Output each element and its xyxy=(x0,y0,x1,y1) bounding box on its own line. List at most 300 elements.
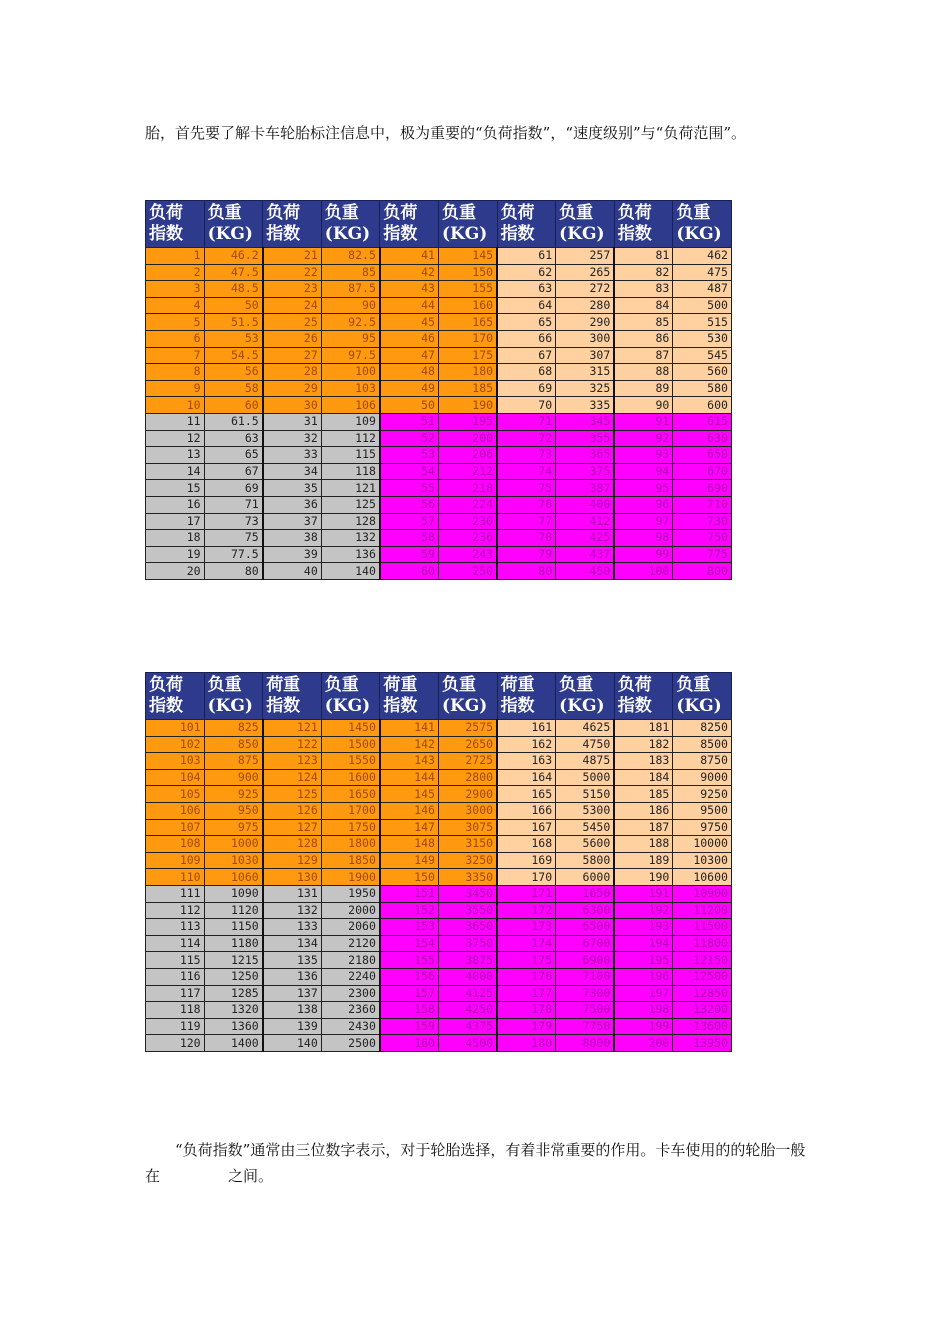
load-index-cell: 177 xyxy=(497,985,556,1002)
load-kg-cell: 630 xyxy=(673,430,732,447)
load-kg-cell: 200 xyxy=(438,430,497,447)
load-kg-cell: 487 xyxy=(673,281,732,298)
header-line-2: (KG) xyxy=(559,696,605,716)
load-index-cell: 12 xyxy=(146,430,205,447)
load-kg-cell: 3150 xyxy=(438,836,497,853)
load-index-cell: 21 xyxy=(263,248,322,265)
table-row xyxy=(146,753,732,770)
load-index-cell: 48 xyxy=(380,364,439,381)
table-row xyxy=(146,430,732,447)
load-kg-cell: 3250 xyxy=(438,852,497,869)
table-row xyxy=(146,852,732,869)
load-index-cell: 128 xyxy=(263,836,322,853)
load-index-cell: 132 xyxy=(263,902,322,919)
load-kg-cell: 530 xyxy=(673,330,732,347)
load-index-cell: 88 xyxy=(614,364,673,381)
load-kg-cell: 1650 xyxy=(556,885,615,902)
load-index-cell: 94 xyxy=(614,463,673,480)
load-kg-cell: 1650 xyxy=(321,786,380,803)
load-index-cell: 69 xyxy=(497,380,556,397)
load-kg-cell: 290 xyxy=(556,314,615,331)
load-kg-cell: 4625 xyxy=(556,720,615,737)
header-line-1: 负重 xyxy=(324,675,359,695)
load-kg-cell: 224 xyxy=(438,496,497,513)
load-index-cell: 2 xyxy=(146,264,205,281)
table-row xyxy=(146,546,732,563)
header-index-cell xyxy=(146,673,205,720)
load-kg-cell: 2300 xyxy=(321,985,380,1002)
load-kg-cell: 2650 xyxy=(438,736,497,753)
load-index-cell: 92 xyxy=(614,430,673,447)
load-index-cell: 83 xyxy=(614,281,673,298)
load-index-cell: 166 xyxy=(497,802,556,819)
table-row xyxy=(146,281,732,298)
load-kg-cell: 206 xyxy=(438,447,497,464)
load-kg-cell: 145 xyxy=(438,248,497,265)
load-index-cell: 95 xyxy=(614,480,673,497)
header-line-1: 负荷 xyxy=(149,203,183,223)
load-kg-cell: 437 xyxy=(556,546,615,563)
table-row xyxy=(146,1002,732,1019)
load-index-cell: 195 xyxy=(614,952,673,969)
load-index-cell: 141 xyxy=(380,720,439,737)
load-index-cell: 118 xyxy=(146,1002,205,1019)
header-line-2: 指数 xyxy=(617,224,652,244)
load-kg-cell: 515 xyxy=(673,314,732,331)
load-index-cell: 62 xyxy=(497,264,556,281)
load-index-cell: 36 xyxy=(263,496,322,513)
load-index-cell: 40 xyxy=(263,563,322,580)
table-header-row xyxy=(146,673,732,720)
load-kg-cell: 175 xyxy=(438,347,497,364)
load-kg-cell: 165 xyxy=(438,314,497,331)
header-line-1: 负荷 xyxy=(266,203,301,223)
table-row xyxy=(146,530,732,547)
load-kg-cell: 10000 xyxy=(673,836,732,853)
header-index-cell xyxy=(146,201,205,248)
load-kg-cell: 112 xyxy=(321,430,380,447)
load-index-cell: 165 xyxy=(497,786,556,803)
load-kg-cell: 11500 xyxy=(673,919,732,936)
load-kg-cell: 3450 xyxy=(438,885,497,902)
load-kg-cell: 3000 xyxy=(438,802,497,819)
load-kg-cell: 73 xyxy=(204,513,263,530)
load-index-cell: 110 xyxy=(146,869,205,886)
load-index-cell: 148 xyxy=(380,836,439,853)
load-kg-cell: 180 xyxy=(438,364,497,381)
load-kg-cell: 750 xyxy=(673,530,732,547)
header-line-2: 指数 xyxy=(500,696,535,716)
load-kg-cell: 106 xyxy=(321,397,380,414)
load-kg-cell: 155 xyxy=(438,281,497,298)
load-index-cell: 22 xyxy=(263,264,322,281)
load-kg-cell: 47.5 xyxy=(204,264,263,281)
load-kg-cell: 128 xyxy=(321,513,380,530)
load-index-cell: 41 xyxy=(380,248,439,265)
header-line-1: 负重 xyxy=(207,675,242,695)
load-index-cell: 134 xyxy=(263,935,322,952)
load-index-cell: 197 xyxy=(614,985,673,1002)
load-index-cell: 117 xyxy=(146,985,205,1002)
load-kg-cell: 7500 xyxy=(556,1002,615,1019)
load-index-cell: 137 xyxy=(263,985,322,1002)
table-row xyxy=(146,935,732,952)
load-kg-cell: 3075 xyxy=(438,819,497,836)
load-index-cell: 160 xyxy=(380,1035,439,1052)
header-line-1: 负荷 xyxy=(500,203,535,223)
header-index-cell xyxy=(263,673,322,720)
load-index-cell: 11 xyxy=(146,413,205,430)
header-index-cell xyxy=(614,201,673,248)
load-kg-cell: 160 xyxy=(438,297,497,314)
load-kg-cell: 615 xyxy=(673,413,732,430)
load-kg-cell: 77.5 xyxy=(204,546,263,563)
load-kg-cell: 5450 xyxy=(556,819,615,836)
intro-text: 胎，首先要了解卡车轮胎标注信息中，极为重要的“负荷指数”，“速度级别”与“负荷范围”。 xyxy=(145,124,747,142)
header-line-1: 负重 xyxy=(324,203,359,223)
load-index-cell: 184 xyxy=(614,769,673,786)
load-index-cell: 199 xyxy=(614,1018,673,1035)
load-index-cell: 183 xyxy=(614,753,673,770)
load-kg-cell: 1180 xyxy=(204,935,263,952)
load-index-cell: 38 xyxy=(263,530,322,547)
load-index-cell: 163 xyxy=(497,753,556,770)
header-index-cell xyxy=(497,201,556,248)
load-kg-cell: 6900 xyxy=(556,952,615,969)
header-load-cell xyxy=(556,201,615,248)
header-line-1: 负荷 xyxy=(617,675,652,695)
load-index-cell: 191 xyxy=(614,885,673,902)
table-row xyxy=(146,869,732,886)
load-index-cell: 93 xyxy=(614,447,673,464)
load-kg-cell: 48.5 xyxy=(204,281,263,298)
load-index-cell: 175 xyxy=(497,952,556,969)
load-kg-cell: 69 xyxy=(204,480,263,497)
header-line-2: (KG) xyxy=(441,696,488,716)
load-index-table-1 xyxy=(145,200,732,580)
load-index-cell: 112 xyxy=(146,902,205,919)
table-row xyxy=(146,769,732,786)
load-kg-cell: 265 xyxy=(556,264,615,281)
load-index-cell: 8 xyxy=(146,364,205,381)
table-row xyxy=(146,1035,732,1052)
load-index-cell: 9 xyxy=(146,380,205,397)
load-kg-cell: 80 xyxy=(204,563,263,580)
load-index-cell: 193 xyxy=(614,919,673,936)
load-kg-cell: 335 xyxy=(556,397,615,414)
load-index-cell: 68 xyxy=(497,364,556,381)
load-kg-cell: 54.5 xyxy=(204,347,263,364)
load-index-cell: 87 xyxy=(614,347,673,364)
table-row xyxy=(146,885,732,902)
load-index-cell: 153 xyxy=(380,919,439,936)
load-kg-cell: 65 xyxy=(204,447,263,464)
load-index-cell: 135 xyxy=(263,952,322,969)
load-index-cell: 50 xyxy=(380,397,439,414)
load-kg-cell: 300 xyxy=(556,330,615,347)
load-kg-cell: 2240 xyxy=(321,968,380,985)
load-kg-cell: 1000 xyxy=(204,836,263,853)
load-index-cell: 111 xyxy=(146,885,205,902)
load-kg-cell: 85 xyxy=(321,264,380,281)
load-index-cell: 104 xyxy=(146,769,205,786)
load-index-cell: 99 xyxy=(614,546,673,563)
load-index-cell: 180 xyxy=(497,1035,556,1052)
load-kg-cell: 730 xyxy=(673,513,732,530)
header-line-1: 荷重 xyxy=(383,675,418,695)
load-kg-cell: 2360 xyxy=(321,1002,380,1019)
load-kg-cell: 100 xyxy=(321,364,380,381)
load-kg-cell: 8750 xyxy=(673,753,732,770)
load-kg-cell: 850 xyxy=(204,736,263,753)
load-index-cell: 61 xyxy=(497,248,556,265)
load-kg-cell: 9500 xyxy=(673,802,732,819)
load-index-cell: 53 xyxy=(380,447,439,464)
header-line-2: 指数 xyxy=(266,224,301,244)
load-kg-cell: 4875 xyxy=(556,753,615,770)
load-kg-cell: 650 xyxy=(673,447,732,464)
load-index-cell: 143 xyxy=(380,753,439,770)
load-index-cell: 86 xyxy=(614,330,673,347)
load-kg-cell: 46.2 xyxy=(204,248,263,265)
load-kg-cell: 1250 xyxy=(204,968,263,985)
load-kg-cell: 12850 xyxy=(673,985,732,1002)
load-index-cell: 158 xyxy=(380,1002,439,1019)
load-kg-cell: 75 xyxy=(204,530,263,547)
load-kg-cell: 8500 xyxy=(673,736,732,753)
load-kg-cell: 8000 xyxy=(556,1035,615,1052)
load-kg-cell: 92.5 xyxy=(321,314,380,331)
header-line-2: 指数 xyxy=(149,224,183,244)
load-index-cell: 70 xyxy=(497,397,556,414)
load-kg-cell: 53 xyxy=(204,330,263,347)
load-index-cell: 190 xyxy=(614,869,673,886)
load-index-cell: 136 xyxy=(263,968,322,985)
load-index-cell: 64 xyxy=(497,297,556,314)
load-index-cell: 138 xyxy=(263,1002,322,1019)
load-kg-cell: 1800 xyxy=(321,836,380,853)
load-index-cell: 65 xyxy=(497,314,556,331)
header-index-cell xyxy=(497,673,556,720)
header-line-1: 负重 xyxy=(559,203,594,223)
load-index-cell: 4 xyxy=(146,297,205,314)
load-kg-cell: 10600 xyxy=(673,869,732,886)
load-kg-cell: 257 xyxy=(556,248,615,265)
header-line-1: 负重 xyxy=(676,203,711,223)
load-index-cell: 14 xyxy=(146,463,205,480)
load-kg-cell: 1950 xyxy=(321,885,380,902)
load-index-cell: 179 xyxy=(497,1018,556,1035)
header-line-2: (KG) xyxy=(207,696,253,716)
load-kg-cell: 4000 xyxy=(438,968,497,985)
load-index-cell: 20 xyxy=(146,563,205,580)
table-row xyxy=(146,902,732,919)
load-index-cell: 47 xyxy=(380,347,439,364)
load-index-cell: 46 xyxy=(380,330,439,347)
header-line-2: (KG) xyxy=(676,224,722,244)
load-index-cell: 125 xyxy=(263,786,322,803)
load-kg-cell: 1750 xyxy=(321,819,380,836)
load-index-cell: 43 xyxy=(380,281,439,298)
load-kg-cell: 560 xyxy=(673,364,732,381)
table-row xyxy=(146,264,732,281)
table-row xyxy=(146,364,732,381)
header-line-1: 荷重 xyxy=(266,675,301,695)
load-index-cell: 19 xyxy=(146,546,205,563)
load-index-cell: 57 xyxy=(380,513,439,530)
load-kg-cell: 7100 xyxy=(556,968,615,985)
table-row xyxy=(146,736,732,753)
load-kg-cell: 950 xyxy=(204,802,263,819)
load-index-cell: 5 xyxy=(146,314,205,331)
load-index-cell: 71 xyxy=(497,413,556,430)
load-kg-cell: 272 xyxy=(556,281,615,298)
load-kg-cell: 12150 xyxy=(673,952,732,969)
load-kg-cell: 115 xyxy=(321,447,380,464)
load-index-cell: 7 xyxy=(146,347,205,364)
load-index-cell: 189 xyxy=(614,852,673,869)
load-index-cell: 196 xyxy=(614,968,673,985)
load-kg-cell: 2725 xyxy=(438,753,497,770)
load-index-cell: 29 xyxy=(263,380,322,397)
load-index-cell: 159 xyxy=(380,1018,439,1035)
load-kg-cell: 1400 xyxy=(204,1035,263,1052)
load-index-cell: 72 xyxy=(497,430,556,447)
load-kg-cell: 6300 xyxy=(556,902,615,919)
load-index-cell: 170 xyxy=(497,869,556,886)
load-kg-cell: 775 xyxy=(673,546,732,563)
load-kg-cell: 600 xyxy=(673,397,732,414)
load-kg-cell: 250 xyxy=(438,563,497,580)
load-kg-cell: 10900 xyxy=(673,885,732,902)
header-line-2: 指数 xyxy=(500,224,535,244)
load-kg-cell: 140 xyxy=(321,563,380,580)
load-index-cell: 58 xyxy=(380,530,439,547)
load-kg-cell: 1215 xyxy=(204,952,263,969)
load-kg-cell: 212 xyxy=(438,463,497,480)
load-kg-cell: 500 xyxy=(673,297,732,314)
load-kg-cell: 545 xyxy=(673,347,732,364)
load-kg-cell: 4500 xyxy=(438,1035,497,1052)
load-index-cell: 133 xyxy=(263,919,322,936)
header-line-1: 负重 xyxy=(676,675,711,695)
load-kg-cell: 4125 xyxy=(438,985,497,1002)
header-line-2: (KG) xyxy=(207,224,253,244)
table-row xyxy=(146,297,732,314)
load-index-cell: 91 xyxy=(614,413,673,430)
load-index-cell: 119 xyxy=(146,1018,205,1035)
load-index-cell: 103 xyxy=(146,753,205,770)
load-kg-cell: 8250 xyxy=(673,720,732,737)
header-line-2: 指数 xyxy=(617,696,652,716)
table-row xyxy=(146,836,732,853)
load-index-cell: 17 xyxy=(146,513,205,530)
load-kg-cell: 875 xyxy=(204,753,263,770)
load-index-cell: 127 xyxy=(263,819,322,836)
load-kg-cell: 1600 xyxy=(321,769,380,786)
load-index-cell: 173 xyxy=(497,919,556,936)
load-index-cell: 102 xyxy=(146,736,205,753)
header-line-1: 负重 xyxy=(559,675,594,695)
load-index-cell: 109 xyxy=(146,852,205,869)
load-kg-cell: 136 xyxy=(321,546,380,563)
header-index-cell xyxy=(263,201,322,248)
load-index-cell: 176 xyxy=(497,968,556,985)
header-line-2: (KG) xyxy=(324,696,371,716)
load-index-cell: 55 xyxy=(380,480,439,497)
table-header-row xyxy=(146,201,732,248)
table-row xyxy=(146,463,732,480)
load-kg-cell: 670 xyxy=(673,463,732,480)
load-index-cell: 168 xyxy=(497,836,556,853)
load-index-cell: 198 xyxy=(614,1002,673,1019)
load-index-cell: 130 xyxy=(263,869,322,886)
load-kg-cell: 118 xyxy=(321,463,380,480)
load-index-cell: 186 xyxy=(614,802,673,819)
load-kg-cell: 11800 xyxy=(673,935,732,952)
load-kg-cell: 109 xyxy=(321,413,380,430)
load-index-cell: 129 xyxy=(263,852,322,869)
load-index-cell: 172 xyxy=(497,902,556,919)
load-index-cell: 1 xyxy=(146,248,205,265)
load-kg-cell: 51.5 xyxy=(204,314,263,331)
load-kg-cell: 1360 xyxy=(204,1018,263,1035)
load-kg-cell: 280 xyxy=(556,297,615,314)
table-row xyxy=(146,919,732,936)
load-kg-cell: 925 xyxy=(204,786,263,803)
load-index-cell: 33 xyxy=(263,447,322,464)
table-row xyxy=(146,397,732,414)
table-row xyxy=(146,330,732,347)
load-kg-cell: 345 xyxy=(556,413,615,430)
load-index-cell: 23 xyxy=(263,281,322,298)
load-kg-cell: 975 xyxy=(204,819,263,836)
load-kg-cell: 315 xyxy=(556,364,615,381)
load-kg-cell: 4750 xyxy=(556,736,615,753)
load-kg-cell: 1900 xyxy=(321,869,380,886)
load-index-cell: 34 xyxy=(263,463,322,480)
table-row xyxy=(146,968,732,985)
load-kg-cell: 450 xyxy=(556,563,615,580)
load-index-cell: 6 xyxy=(146,330,205,347)
load-kg-cell: 3650 xyxy=(438,919,497,936)
load-kg-cell: 132 xyxy=(321,530,380,547)
load-index-cell: 24 xyxy=(263,297,322,314)
table-row xyxy=(146,314,732,331)
header-line-2: (KG) xyxy=(441,224,488,244)
load-kg-cell: 2000 xyxy=(321,902,380,919)
load-index-cell: 105 xyxy=(146,786,205,803)
load-index-cell: 45 xyxy=(380,314,439,331)
header-line-2: (KG) xyxy=(676,696,722,716)
load-kg-cell: 82.5 xyxy=(321,248,380,265)
load-kg-cell: 375 xyxy=(556,463,615,480)
load-kg-cell: 462 xyxy=(673,248,732,265)
load-index-cell: 79 xyxy=(497,546,556,563)
load-index-cell: 108 xyxy=(146,836,205,853)
header-load-cell xyxy=(438,201,497,248)
load-index-cell: 35 xyxy=(263,480,322,497)
header-index-cell xyxy=(380,673,439,720)
load-kg-cell: 690 xyxy=(673,480,732,497)
load-index-cell: 59 xyxy=(380,546,439,563)
load-kg-cell: 9250 xyxy=(673,786,732,803)
load-index-cell: 121 xyxy=(263,720,322,737)
table-row xyxy=(146,952,732,969)
load-kg-cell: 2900 xyxy=(438,786,497,803)
header-load-cell xyxy=(673,201,732,248)
load-kg-cell: 1030 xyxy=(204,852,263,869)
